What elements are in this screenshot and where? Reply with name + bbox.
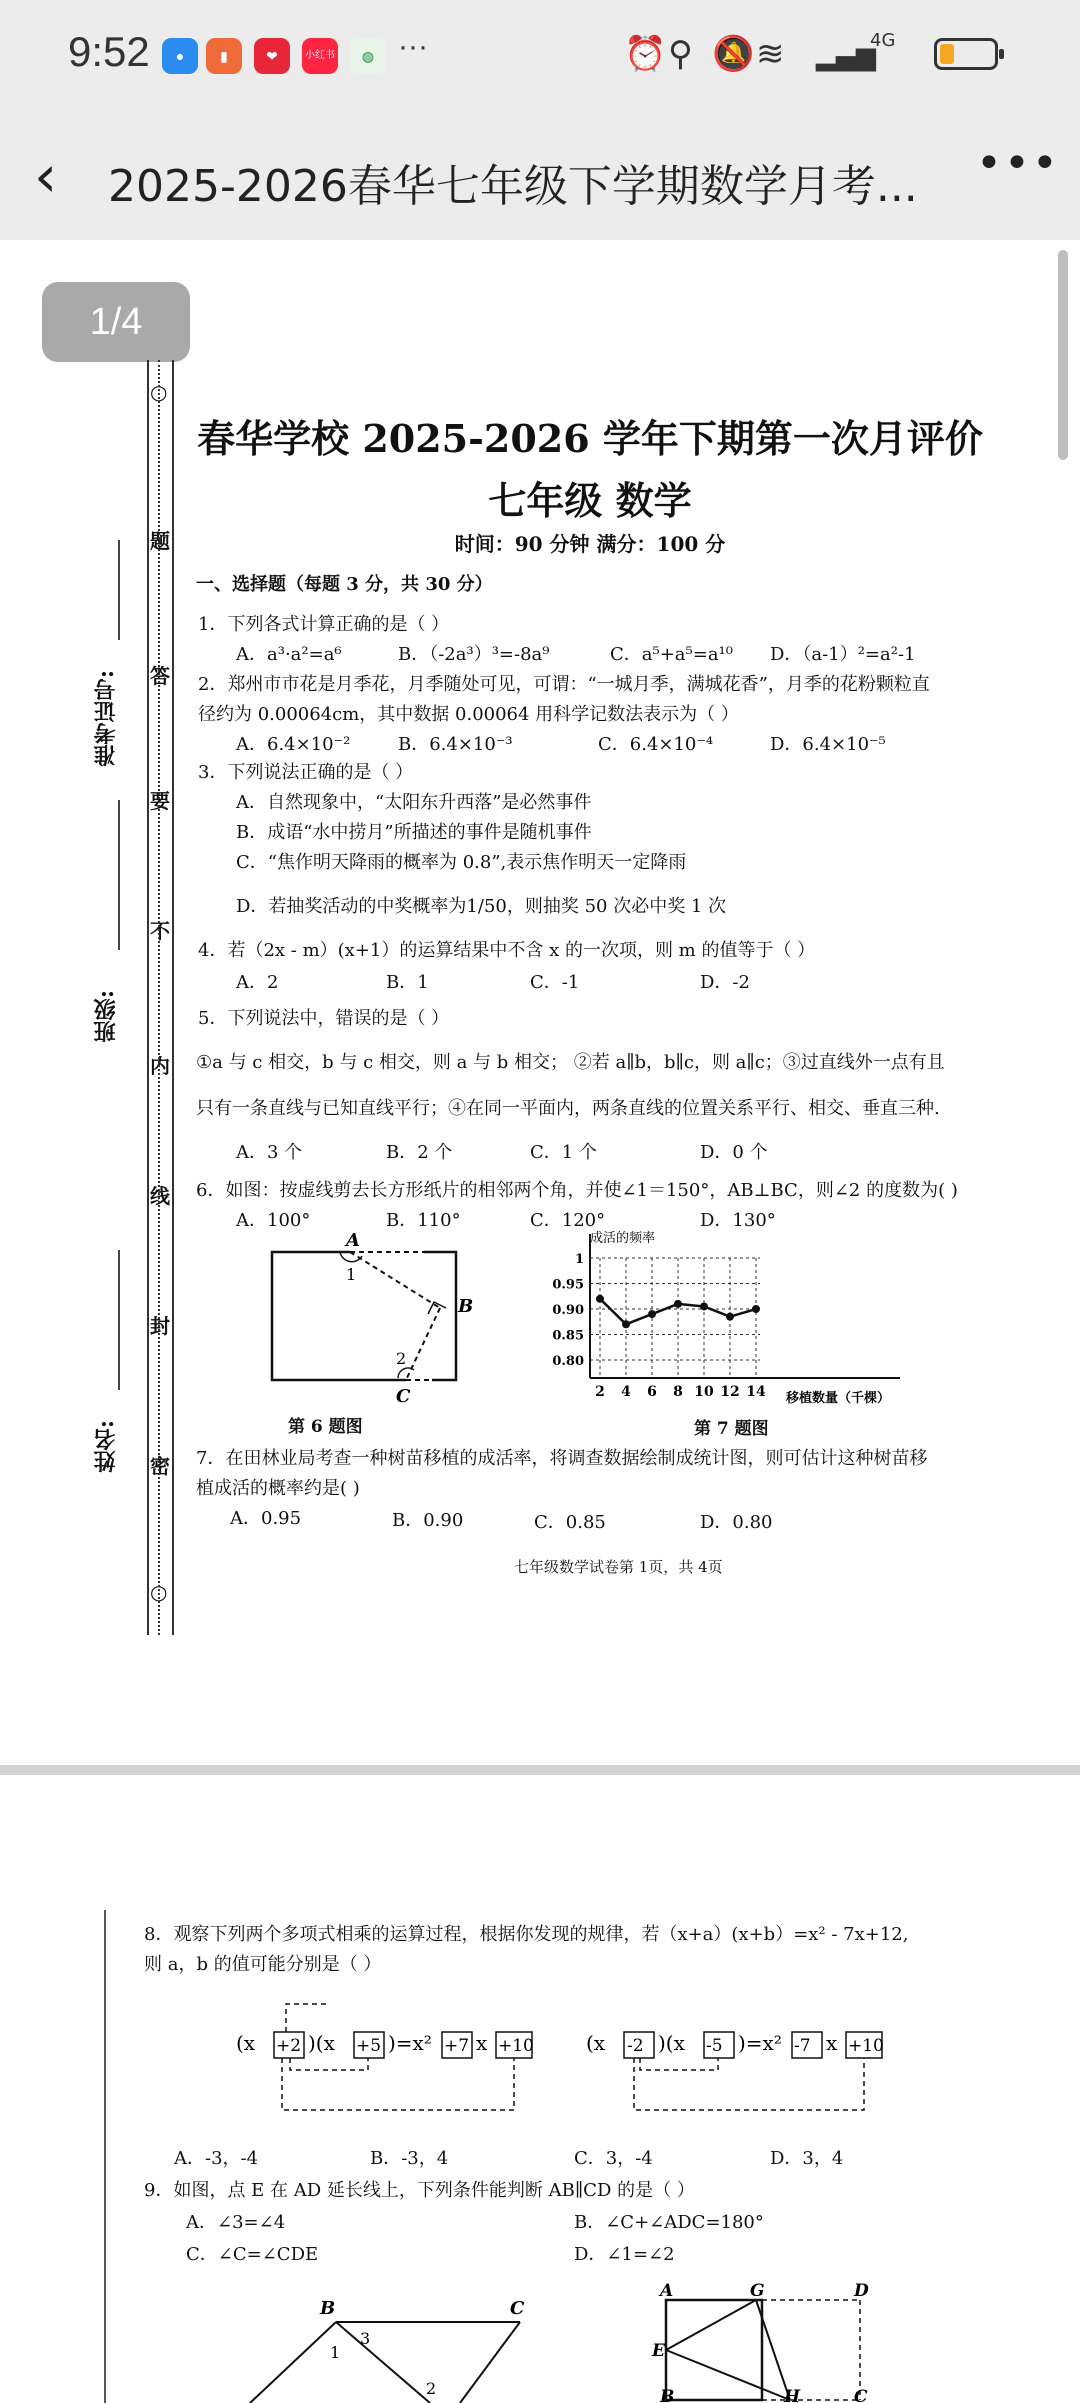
q5-option-c: C．1 个 bbox=[530, 1142, 597, 1163]
document-page-1 bbox=[0, 240, 1080, 1765]
exam-id-label: 准考证号: bbox=[93, 670, 119, 767]
battery-icon bbox=[934, 38, 998, 70]
page-separator bbox=[0, 1765, 1080, 1775]
more-notifications-icon: ··· bbox=[398, 30, 428, 63]
scrollbar[interactable] bbox=[1058, 250, 1068, 460]
chart-point bbox=[648, 1310, 656, 1318]
network-type: 4G bbox=[870, 30, 896, 51]
exam-title: 春华学校 2025-2026 学年下期第一次月评价 bbox=[197, 416, 983, 461]
chart-point bbox=[700, 1302, 708, 1310]
question-8-line-2: 则 a，b 的值可能分别是（ ） bbox=[144, 1954, 382, 1975]
fig9-label-3: 3 bbox=[360, 2329, 371, 2348]
question-5-line-2: 只有一条直线与已知直线平行；④在同一平面内，两条直线的位置关系平行、相交、垂直三种. bbox=[196, 1098, 940, 1119]
chart-y-tick: 1 bbox=[574, 1252, 584, 1267]
exam-subject: 七年级 数学 bbox=[488, 478, 692, 523]
mute-icon: 🔕 bbox=[712, 34, 755, 74]
expr1-box4: +10 bbox=[498, 2036, 534, 2056]
expr1-box3: +7 bbox=[444, 2036, 470, 2056]
question-6: 6．如图：按虚线剪去长方形纸片的相邻两个角，并使∠1＝150°，AB⊥BC，则∠2 的度数为( ) bbox=[196, 1180, 958, 1201]
figure-6-caption: 第 6 题图 bbox=[288, 1417, 363, 1437]
fig9b-label-h: H bbox=[784, 2387, 801, 2403]
q4-option-c: C．-1 bbox=[530, 972, 580, 993]
chart-point bbox=[596, 1295, 604, 1303]
question-9: 9．如图，点 E 在 AD 延长线上，下列条件能判断 AB∥CD 的是（ ） bbox=[144, 2180, 695, 2201]
chart-point bbox=[752, 1305, 760, 1313]
message-app-icon: ● bbox=[162, 38, 198, 74]
seal-char: 要 bbox=[150, 789, 170, 813]
q5-option-a: A．3 个 bbox=[236, 1142, 303, 1163]
chart-y-tick: 0.95 bbox=[552, 1277, 584, 1293]
chart-x-tick: 2 bbox=[595, 1384, 605, 1400]
q7-option-d: D．0.80 bbox=[700, 1512, 773, 1533]
q2-option-d: D．6.4×10⁻⁵ bbox=[770, 734, 886, 755]
expr2-box3: -7 bbox=[794, 2036, 811, 2056]
green-app-icon: ◍ bbox=[350, 38, 386, 74]
q2-option-c: C．6.4×10⁻⁴ bbox=[598, 734, 714, 755]
fig6-label-c: C bbox=[396, 1386, 411, 1407]
wifi-icon: ≋ bbox=[756, 34, 785, 74]
q2-option-a: A．6.4×10⁻² bbox=[236, 734, 351, 755]
class-label: 班级: bbox=[93, 990, 119, 1043]
question-3: 3．下列说法正确的是（ ） bbox=[198, 762, 414, 783]
fig9b-label-c: C bbox=[854, 2387, 868, 2403]
question-4: 4．若（2x - m）(x+1）的运算结果中不含 x 的一次项，则 m 的值等于（ ） bbox=[198, 940, 816, 961]
figure-7-caption: 第 7 题图 bbox=[694, 1419, 769, 1439]
q9-option-a: A．∠3=∠4 bbox=[186, 2212, 286, 2233]
chart-x-tick: 4 bbox=[621, 1384, 631, 1400]
q6-option-d: D．130° bbox=[700, 1210, 776, 1231]
q4-option-b: B．1 bbox=[386, 972, 429, 993]
q2-option-b: B．6.4×10⁻³ bbox=[398, 734, 513, 755]
name-line bbox=[118, 1250, 120, 1390]
page2-margin-line bbox=[104, 1910, 106, 2403]
status-bar bbox=[0, 0, 1080, 110]
chart-y-label: 成活的频率 bbox=[590, 1231, 656, 1246]
chart-y-tick: 0.80 bbox=[552, 1354, 584, 1369]
alarm-icon: ⏰ bbox=[624, 34, 667, 74]
q3-option-d: D．若抽奖活动的中奖概率为1/50，则抽奖 50 次必中奖 1 次 bbox=[236, 896, 727, 917]
page-indicator: 1/4 bbox=[42, 282, 190, 362]
q7-option-b: B．0.90 bbox=[392, 1510, 464, 1531]
question-7-line-1: 7．在田林业局考查一种树苗移植的成活率，将调查数据绘制成统计图，则可估计这种树苗移 bbox=[196, 1448, 928, 1469]
expr1-part: )(x bbox=[308, 2031, 335, 2055]
q9-figure-left bbox=[220, 2290, 540, 2403]
q1-option-b: B．（-2a³）³=-8a⁹ bbox=[398, 644, 550, 665]
q9-option-d: D．∠1=∠2 bbox=[574, 2244, 675, 2265]
chart-x-tick: 12 bbox=[720, 1384, 740, 1400]
fig9-label-b: B bbox=[320, 2298, 336, 2319]
expr2-box2: -5 bbox=[706, 2036, 723, 2056]
signal-icon: ▂▄▆ bbox=[816, 42, 876, 72]
class-line bbox=[118, 800, 120, 950]
expr1-part: )=x² bbox=[388, 2031, 432, 2055]
question-2-line-1: 2．郑州市市花是月季花，月季随处可见，可谓：“一城月季，满城花香”，月季的花粉颗粒直 bbox=[198, 674, 930, 695]
fig9b-label-d: D bbox=[854, 2281, 869, 2301]
q5-option-b: B．2 个 bbox=[386, 1142, 453, 1163]
question-7-line-2: 植成活的概率约是( ) bbox=[196, 1478, 360, 1499]
page-footer: 七年级数学试卷第 1页，共 4页 bbox=[514, 1558, 723, 1576]
q8-option-a: A．-3，-4 bbox=[174, 2148, 259, 2169]
figure-6 bbox=[250, 1228, 480, 1408]
back-button[interactable]: ‹ bbox=[34, 142, 58, 210]
seal-char: 线 bbox=[150, 1184, 170, 1208]
question-5-line-1: ①a 与 c 相交，b 与 c 相交，则 a 与 b 相交； ②若 a∥b，b∥c，则 a∥c；③过直线外一点有且 bbox=[196, 1052, 945, 1073]
expr1-box1: +2 bbox=[276, 2036, 302, 2056]
seal-dotted-line bbox=[158, 360, 160, 1635]
seal-char: 内 bbox=[150, 1054, 170, 1078]
q8-option-c: C．3，-4 bbox=[574, 2148, 653, 2169]
seal-line-right bbox=[172, 360, 174, 1635]
chart-point bbox=[674, 1300, 682, 1308]
expr2-part: x bbox=[826, 2031, 838, 2055]
fig9b-label-b: B bbox=[660, 2387, 675, 2403]
q3-option-b: B．成语“水中捞月”所描述的事件是随机事件 bbox=[236, 822, 592, 843]
question-2-line-2: 径约为 0.00064cm，其中数据 0.00064 用科学记数法表示为（ ） bbox=[198, 704, 739, 725]
q8-expressions bbox=[230, 1990, 910, 2120]
title-bar bbox=[0, 110, 1080, 240]
q4-option-d: D．-2 bbox=[700, 972, 750, 993]
expr1-box2: +5 bbox=[356, 2036, 382, 2056]
q9-figure-right bbox=[640, 2280, 890, 2403]
fig6-label-1: 1 bbox=[346, 1265, 357, 1284]
chart-x-tick: 14 bbox=[746, 1384, 766, 1400]
seal-char: 答 bbox=[150, 664, 170, 688]
q7-option-c: C．0.85 bbox=[534, 1512, 606, 1533]
fig6-label-2: 2 bbox=[396, 1349, 407, 1368]
chart-x-label: 移植数量（千棵） bbox=[786, 1391, 891, 1406]
q7-option-a: A．0.95 bbox=[230, 1508, 302, 1529]
fig9-label-2: 2 bbox=[426, 2379, 437, 2398]
q3-option-a: A．自然现象中，“太阳东升西落”是必然事件 bbox=[236, 792, 592, 813]
q6-option-a: A．100° bbox=[236, 1210, 311, 1231]
chart-x-tick: 6 bbox=[647, 1384, 657, 1400]
expr1-part: x bbox=[476, 2031, 488, 2055]
seal-char: ○ bbox=[150, 380, 168, 404]
figure-7-chart bbox=[540, 1228, 920, 1408]
q1-option-d: D．（a-1）²=a²-1 bbox=[770, 644, 916, 665]
seal-char: 不 bbox=[150, 919, 170, 943]
q6-option-b: B．110° bbox=[386, 1210, 461, 1231]
chart-x-tick: 10 bbox=[694, 1384, 714, 1400]
notification-app-icon: ▮ bbox=[206, 38, 242, 74]
seal-char: ○ bbox=[150, 1580, 168, 1604]
q1-option-c: C．a⁵+a⁵=a¹⁰ bbox=[610, 644, 733, 665]
chart-x-tick: 8 bbox=[673, 1384, 683, 1400]
fig9b-label-e: E bbox=[652, 2341, 665, 2361]
more-menu-button[interactable]: ••• bbox=[976, 138, 1060, 189]
clock: 9:52 bbox=[68, 28, 150, 75]
q3-option-c: C．“焦作明天降雨的概率为 0.8”,表示焦作明天一定降雨 bbox=[236, 852, 687, 873]
xiaohongshu-app-icon: 小红书 bbox=[302, 38, 338, 74]
section-heading: 一、选择题（每题 3 分，共 30 分） bbox=[196, 574, 493, 595]
expr2-box4: +10 bbox=[848, 2036, 884, 2056]
heart-app-icon: ❤ bbox=[254, 38, 290, 74]
seal-line-left bbox=[147, 360, 149, 1635]
seal-char: 封 bbox=[150, 1314, 170, 1338]
question-5: 5．下列说法中，错误的是（ ） bbox=[198, 1008, 450, 1029]
q9-option-c: C．∠C=∠CDE bbox=[186, 2244, 319, 2265]
fig9b-label-a: A bbox=[660, 2281, 674, 2301]
exam-time-info: 时间：90 分钟 满分：100 分 bbox=[454, 532, 726, 556]
expr2-part: )(x bbox=[658, 2031, 685, 2055]
expr2-part: )=x² bbox=[738, 2031, 782, 2055]
expr2-part: (x bbox=[586, 2031, 606, 2055]
seal-char: 题 bbox=[150, 529, 170, 553]
question-8-line-1: 8．观察下列两个多项式相乘的运算过程，根据你发现的规律，若（x+a）(x+b）=x² - 7x+12, bbox=[144, 1924, 909, 1945]
fig9-label-1: 1 bbox=[330, 2343, 341, 2362]
q8-option-b: B．-3，4 bbox=[370, 2148, 449, 2169]
document-title: 2025-2026春华七年级下学期数学月考... bbox=[108, 161, 918, 212]
q5-option-d: D．0 个 bbox=[700, 1142, 768, 1163]
name-label: 姓名: bbox=[93, 1420, 119, 1473]
location-icon: ⚲ bbox=[668, 34, 693, 74]
expr1-part: (x bbox=[236, 2031, 256, 2055]
question-1: 1．下列各式计算正确的是（ ） bbox=[198, 614, 450, 635]
fig9-label-c: C bbox=[510, 2298, 525, 2319]
q9-option-b: B．∠C+∠ADC=180° bbox=[574, 2212, 764, 2233]
fig6-label-a: A bbox=[346, 1230, 360, 1251]
q6-option-c: C．120° bbox=[530, 1210, 606, 1231]
expr2-box1: -2 bbox=[627, 2036, 644, 2056]
fig9b-label-g: G bbox=[750, 2281, 765, 2301]
chart-point bbox=[622, 1320, 630, 1328]
fig6-label-b: B bbox=[458, 1296, 474, 1317]
chart-y-tick: 0.90 bbox=[552, 1303, 584, 1318]
q8-option-d: D．3，4 bbox=[770, 2148, 844, 2169]
q4-option-a: A．2 bbox=[236, 972, 279, 993]
exam-id-line bbox=[118, 540, 120, 640]
seal-char: 密 bbox=[150, 1454, 170, 1478]
chart-point bbox=[726, 1313, 734, 1321]
chart-y-tick: 0.85 bbox=[552, 1328, 584, 1344]
q1-option-a: A．a³·a²=a⁶ bbox=[236, 644, 342, 665]
